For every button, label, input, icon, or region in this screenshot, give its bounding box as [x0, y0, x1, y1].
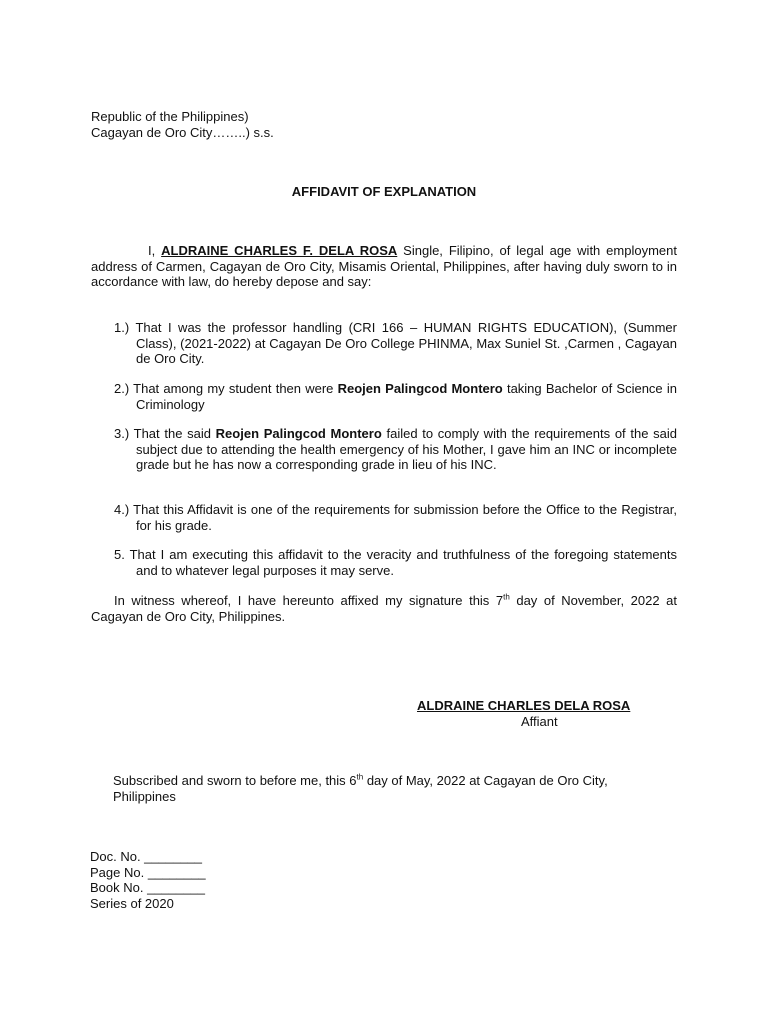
witness-text-before: In witness whereof, I have hereunto affixed my signature this 7 [114, 593, 504, 608]
jurat-text-before: Subscribed and sworn to before me, this 6 [113, 773, 357, 788]
document-title: AFFIDAVIT OF EXPLANATION [291, 184, 477, 199]
page-number-line: Page No. ________ [90, 864, 206, 880]
witness-text-after: day of November, 2022 at Cagayan de Oro City, Philippines. [91, 593, 677, 624]
item-text-after: failed to comply with the requirements of the said subject due to attending the health emergency of his Mother, I gave him an INC or incomplete grade but he has now a corresponding grade in lieu of his INC. [136, 426, 677, 472]
item-text: That I was the professor handling (CRI 166 – HUMAN RIGHTS EDUCATION), (Summer Class), (2021-2022) at Cagayan De Oro College PHINMA, Max Suniel St. ,Carmen , Cagayan de Oro City. [135, 320, 677, 366]
jurat-paragraph [113, 773, 673, 804]
intro-pronoun: I, [148, 243, 162, 258]
affiant-signature-name: ALDRAINE CHARLES DELA ROSA [417, 698, 631, 713]
statement-item-4 [114, 502, 677, 533]
venue-block [91, 109, 491, 140]
venue-line-republic: Republic of the Philippines) [91, 109, 249, 124]
student-name: Reojen Palingcod Montero [337, 381, 503, 396]
statement-item-5 [114, 547, 677, 578]
item-number: 4.) [114, 502, 130, 517]
venue-line-city: Cagayan de Oro City……..) s.s. [91, 124, 274, 140]
jurat-ordinal-suffix: th [356, 772, 364, 782]
statement-item-3 [114, 426, 677, 473]
item-text: That this Affidavit is one of the requirements for submission before the Office to the Registrar, for his grade. [133, 502, 677, 533]
intro-text: Single, Filipino, of legal age with employment address of Carmen, Cagayan de Oro City, Misamis Oriental, Philippines, after having duly sworn to in accordance with law, do hereby depose and say: [91, 243, 677, 289]
doc-number-line: Doc. No. ________ [90, 849, 203, 864]
notarial-register-block [90, 849, 390, 911]
witness-paragraph [91, 593, 677, 624]
statement-item-2 [114, 381, 677, 412]
item-number: 5. [114, 547, 125, 562]
item-number: 1.) [114, 320, 130, 335]
item-number: 3.) [114, 426, 130, 441]
book-number-line: Book No. ________ [90, 880, 205, 895]
student-name: Reojen Palingcod Montero [215, 426, 382, 441]
witness-ordinal-suffix: th [503, 592, 510, 602]
item-text-before: That the said [133, 426, 216, 441]
item-text: That I am executing this affidavit to the veracity and truthfulness of the foregoing statements and to whatever legal purposes it may serve. [129, 547, 677, 578]
item-text-before: That among my student then were [133, 381, 338, 396]
item-text-after: taking Bachelor of Science in Criminology [136, 381, 677, 412]
jurat-text-after: day of May, 2022 at Cagayan de Oro City, Philippines [113, 773, 608, 804]
intro-paragraph [91, 243, 677, 290]
statement-item-1 [114, 320, 677, 367]
affiant-label: Affiant [521, 714, 558, 729]
series-line: Series of 2020 [90, 895, 174, 911]
item-number: 2.) [114, 381, 130, 396]
affiant-full-name: ALDRAINE CHARLES F. DELA ROSA [161, 243, 398, 258]
